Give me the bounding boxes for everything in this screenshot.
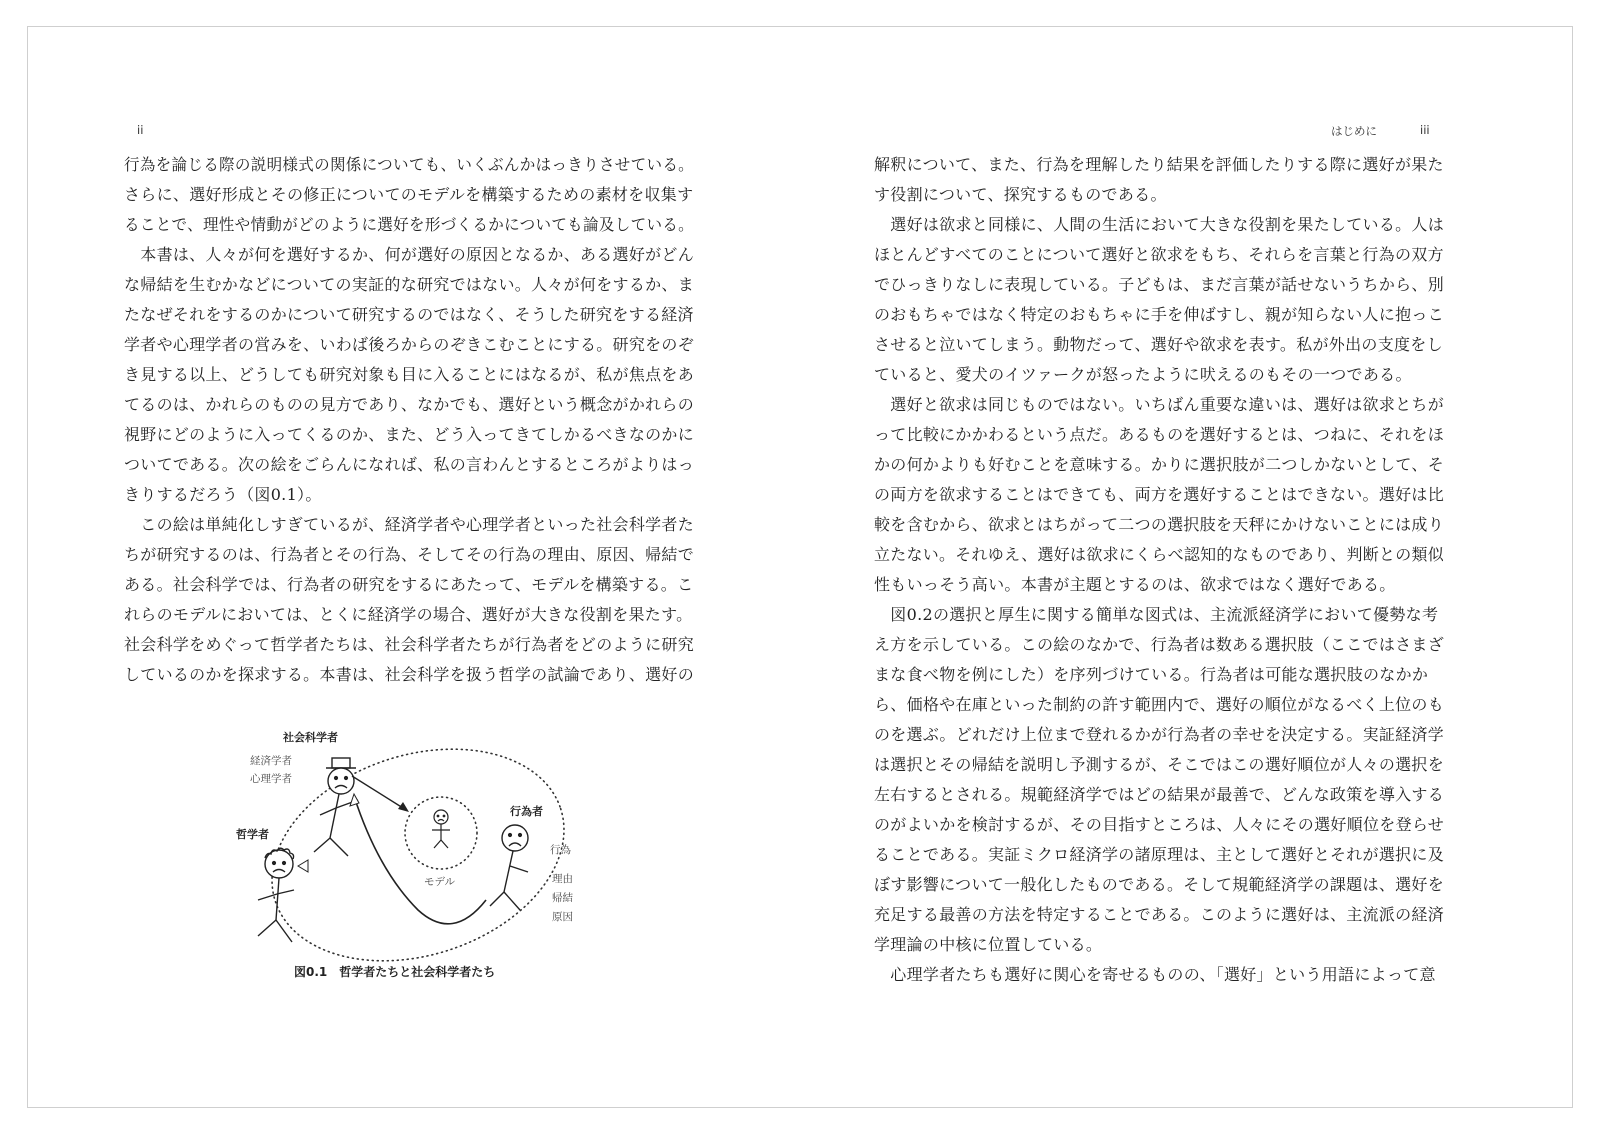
label-action: 行為	[550, 844, 571, 856]
label-social-scientist: 社会科学者	[283, 731, 338, 744]
figure-philosophers-and-social-scientists	[228, 720, 573, 990]
text-line: え方を示している。この絵のなかで、行為者は数ある選択肢（ここではさまざ	[874, 635, 1444, 654]
text-line: のおもちゃではなく特定のおもちゃに手を伸ばすし、親が知らない人に抱っこ	[874, 305, 1444, 324]
text-line: って比較にかかわるという点だ。あるものを選好するとは、つねに、それをほ	[874, 425, 1444, 444]
text-line: 心理学者たちも選好に関心を寄せるものの、「選好」という用語によって意	[874, 965, 1436, 984]
label-agent: 行為者	[510, 805, 543, 818]
label-consequence: 帰結	[552, 892, 573, 904]
text-line: 解釈について、また、行為を理解したり結果を評価したりする際に選好が果た	[874, 155, 1444, 174]
text-line: 学者や心理学者の営みを、いわば後ろからのぞきこむことにする。研究をのぞ	[124, 335, 694, 354]
figure-caption: 図0.1 哲学者たちと社会科学者たち	[294, 965, 496, 979]
text-line: 性もいっそう高い。本書が主題とするのは、欲求ではなく選好である。	[874, 575, 1396, 594]
philosopher-stick-figure	[258, 848, 294, 942]
model-stick-figure	[432, 810, 450, 848]
text-line: ある。社会科学では、行為者の研究をするにあたって、モデルを構築する。こ	[124, 575, 694, 594]
text-line: ほとんどすべてのことについて選好と欲求をもち、それらを言葉と行為の双方	[874, 245, 1444, 264]
text-line: てるのは、かれらのものの見方であり、なかでも、選好という概念がかれらの	[124, 395, 694, 414]
label-cause: 原因	[552, 911, 573, 923]
text-line: 社会科学をめぐって哲学者たちは、社会科学者たちが行為者をどのように研究	[124, 635, 694, 654]
text-line: 選好と欲求は同じものではない。いちばん重要な違いは、選好は欲求とちが	[874, 395, 1444, 414]
text-line: まな食べ物を例にした）を序列づけている。行為者は可能な選択肢のなかか	[874, 665, 1429, 684]
text-line: 左右するとされる。規範経済学ではどの結果が最善で、どんな政策を導入する	[874, 785, 1444, 804]
text-line: 学理論の中核に位置している。	[874, 935, 1103, 954]
text-line: きりするだろう（図0.1）。	[124, 485, 322, 504]
text-line: な帰結を生むかなどについての実証的な研究ではない。人々が何をするか、ま	[124, 275, 694, 294]
text-line: 立たない。それゆえ、選好は欲求にくらべ認知的なものであり、判断との類似	[874, 545, 1444, 564]
text-line: 較を含むから、欲求とはちがって二つの選択肢を天秤にかけないことには成り	[874, 515, 1444, 534]
text-line: ることである。実証ミクロ経済学の諸原理は、主として選好とそれが選択に及	[874, 845, 1444, 864]
text-line: ることで、理性や情動がどのように選好を形づくるかについても論及している。	[124, 215, 694, 234]
text-line: 本書は、人々が何を選好するか、何が選好の原因となるか、ある選好がどん	[124, 245, 694, 264]
text-line: のがよいかを検討するが、その目指すところは、人々にその選好順位を登らせ	[874, 815, 1444, 834]
label-model: モデル	[424, 876, 455, 888]
label-reason: 理由	[552, 873, 573, 885]
agent-stick-figure	[490, 825, 528, 910]
running-head: はじめに	[1331, 124, 1377, 138]
text-line: ぼす影響について一般化したものである。そして規範経済学の課題は、選好を	[874, 875, 1444, 894]
text-line: かの何かよりも好むことを意味する。かりに選択肢が二つしかないとして、そ	[874, 455, 1444, 474]
text-line: す役割について、探究するものである。	[874, 185, 1167, 204]
text-line: 視野にどのように入ってくるのか、また、どう入ってきてしかるべきなのかに	[124, 425, 694, 444]
outer-dotted-boundary	[244, 714, 591, 997]
text-line: 充足する最善の方法を特定することである。このように選好は、主流派の経済	[874, 905, 1444, 924]
text-line: 行為を論じる際の説明様式の関係についても、いくぶんかはっきりさせている。	[124, 155, 694, 174]
text-line: 図0.2の選択と厚生に関する簡単な図式は、主流派経済学において優勢な考	[874, 605, 1439, 624]
text-line: させると泣いてしまう。動物だって、選好や欲求を表す。私が外出の支度をし	[874, 335, 1443, 354]
text-line: ついてである。次の絵をごらんになれば、私の言わんとするところがよりはっ	[124, 455, 694, 474]
text-line: のを選ぶ。どれだけ上位まで登れるかが行為者の幸せを決定する。実証経済学	[874, 725, 1444, 744]
left-page-number: ii	[137, 123, 144, 137]
label-economist: 経済学者	[250, 755, 292, 767]
social-scientist-stick-figure	[314, 758, 358, 856]
text-line: しているのかを探求する。本書は、社会科学を扱う哲学の試論であり、選好の	[124, 665, 694, 684]
text-line: でひっきりなしに表現している。子どもは、まだ言葉が話せないうちから、別	[874, 275, 1444, 294]
text-line: れらのモデルにおいては、とくに経済学の場合、選好が大きな役割を果たす。	[124, 605, 693, 624]
right-page-number: iii	[1420, 123, 1430, 137]
label-philosopher: 哲学者	[236, 828, 269, 841]
text-line: ちが研究するのは、行為者とその行為、そしてその行為の理由、原因、帰結で	[124, 545, 694, 564]
text-line: の両方を欲求することはできても、両方を選好することはできない。選好は比	[874, 485, 1444, 504]
text-line: ていると、愛犬のイツァークが怒ったように吠えるのもその一つである。	[874, 365, 1412, 384]
label-psychologist: 心理学者	[250, 773, 292, 785]
text-line: ら、価格や在庫といった制約の許す範囲内で、選好の順位がなるべく上位のも	[874, 695, 1444, 714]
text-line: き見する以上、どうしても研究対象も目に入ることにはなるが、私が焦点をあ	[124, 365, 694, 384]
text-line: この絵は単純化しすぎているが、経済学者や心理学者といった社会科学者た	[124, 515, 694, 534]
text-line: さらに、選好形成とその修正についてのモデルを構築するための素材を収集す	[124, 185, 694, 204]
text-line: 選好は欲求と同様に、人間の生活において大きな役割を果たしている。人は	[874, 215, 1444, 234]
text-line: は選択とその帰結を説明し予測するが、そこではこの選好順位が人々の選択を	[874, 755, 1444, 774]
text-line: たなぜそれをするのかについて研究するのではなく、そうした研究をする経済	[124, 305, 694, 324]
